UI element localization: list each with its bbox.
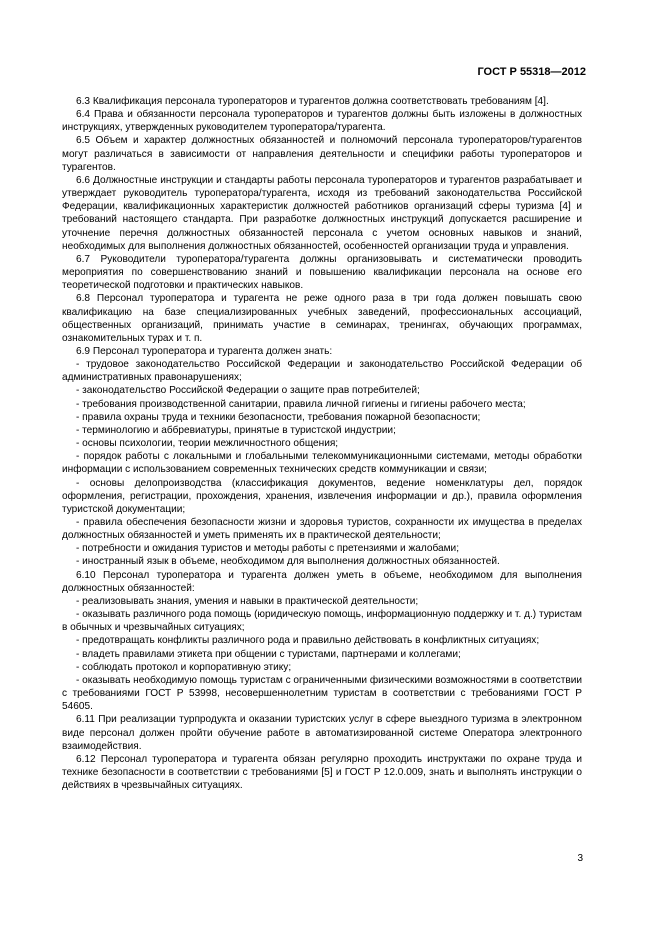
paragraph-6-7: 6.7 Руководители туроператора/турагента должны организовывать и систематически проводить мероприятия по совершенствованию знаний и повышению квалификации персонала на основе его теоретической подготовки и практических навыков.	[62, 253, 582, 292]
list-item: - оказывать различного рода помощь (юридическую помощь, информационную поддержку и т. д.) туристам в обычных и чрезвычайных ситуациях;	[62, 609, 582, 634]
list-item: - требования производственной санитарии, правила личной гигиены и гигиены рабочего места;	[76, 398, 526, 410]
list-item: - трудовое законодательство Российской Федерации и законодательство Российской Федерации об административных правонарушениях;	[62, 359, 582, 384]
document-body	[62, 95, 582, 792]
list-item: - порядок работы с локальными и глобальными телекоммуникационными системами, методы обработки информации с использованием современных технических средств коммуникации и связи;	[62, 451, 582, 476]
paragraph-6-8: 6.8 Персонал туроператора и турагента не реже одного раза в три года должен повышать свою квалификацию на базе специализированных учебных заведений, профессиональных ассоциаций, общественных организаций, принимать участие в семинарах, тренингах, обучающих программах, ознакомительных турах и т. п.	[62, 293, 582, 344]
paragraph-6-9: 6.9 Персонал туроператора и турагента должен знать:	[76, 345, 333, 357]
list-item: - владеть правилами этикета при общении с туристами, партнерами и коллегами;	[76, 648, 461, 660]
paragraph-6-11: 6.11 При реализации турпродукта и оказании туристских услуг в сфере выездного туризма в электронном виде персонал должен пройти обучение работе в автоматизированной системе Оператора электронного взаимодействия.	[62, 714, 582, 752]
list-item: - терминологию и аббревиатуры, принятые в туристской индустрии;	[76, 424, 396, 436]
list-item: - реализовывать знания, умения и навыки в практической деятельности;	[76, 595, 419, 607]
list-item: - оказывать необходимую помощь туристам с ограниченными физическими возможностями в соответствии с требованиями ГОСТ Р 53998, несовершеннолетним туристам в соответствии с требованиями ГОСТ Р 54605.	[62, 674, 582, 713]
paragraph-6-3: 6.3 Квалификация персонала туроператоров и турагентов должна соответствовать требованиям [4].	[76, 96, 549, 107]
list-item: - потребности и ожидания туристов и методы работы с претензиями и жалобами;	[76, 543, 460, 555]
list-item: - правила обеспечения безопасности жизни и здоровья туристов, сохранности их имущества в пределах должностных обязанностей и уметь применять их в практической деятельности;	[62, 517, 582, 542]
list-item: - законодательство Российской Федерации о защите прав потребителей;	[76, 385, 420, 397]
paragraph-6-12: 6.12 Персонал туроператора и турагента обязан регулярно проходить инструктажи по охране труда и технике безопасности в соответствии с требованиями [5] и ГОСТ Р 12.0.009, знать и выполнять инструкции о действиях в чрезвычайных ситуациях.	[62, 753, 582, 792]
list-item: - иностранный язык в объеме, необходимом для выполнения должностных обязанностей.	[76, 556, 500, 568]
paragraph-6-4: 6.4 Права и обязанности персонала туроператоров и турагентов должны быть изложены в должностных инструкциях, утвержденных руководителем туроператора/турагента.	[62, 109, 582, 134]
list-item: - основы делопроизводства (классификация документов, ведение номенклатуры дел, порядок оформления, регистрации, прохождения, хранения, извлечения информации и др.), правила оформления туристской документации;	[62, 477, 582, 515]
paragraph-6-6: 6.6 Должностные инструкции и стандарты работы персонала туроператоров и турагентов разрабатывает и утверждает руководитель туроператора/турагента, исходя из требований законодательства Российской Федерации, квалификационных характеристик должностей работников организаций сферы туризма [4] и требований настоящего стандарта. При разработке должностных инструкций допускается расширение и уточнение перечня должностных обязанностей персонала с учетом основных навыков и знаний, необходимых для выполнения должностных обязанностей, особенностей организации труда и управления.	[62, 174, 582, 252]
paragraph-6-5: 6.5 Объем и характер должностных обязанностей и полномочий персонала туроператоров/турагентов могут различаться в зависимости от направления деятельности и специфики работы туроператоров и турагентов.	[62, 135, 582, 173]
page-number: 3	[577, 853, 583, 864]
list-item: - правила охраны труда и техники безопасности, требования пожарной безопасности;	[76, 411, 481, 423]
list-item: - основы психологии, теории межличностного общения;	[76, 438, 339, 450]
list-item: - соблюдать протокол и корпоративную этику;	[76, 661, 292, 673]
paragraph-6-10: 6.10 Персонал туроператора и турагента должен уметь в объеме, необходимом для выполнения должностных обязанностей:	[62, 569, 582, 594]
list-item: - предотвращать конфликты различного рода и правильно действовать в конфликтных ситуациях;	[76, 635, 540, 647]
document-header: ГОСТ Р 55318—2012	[477, 66, 586, 78]
